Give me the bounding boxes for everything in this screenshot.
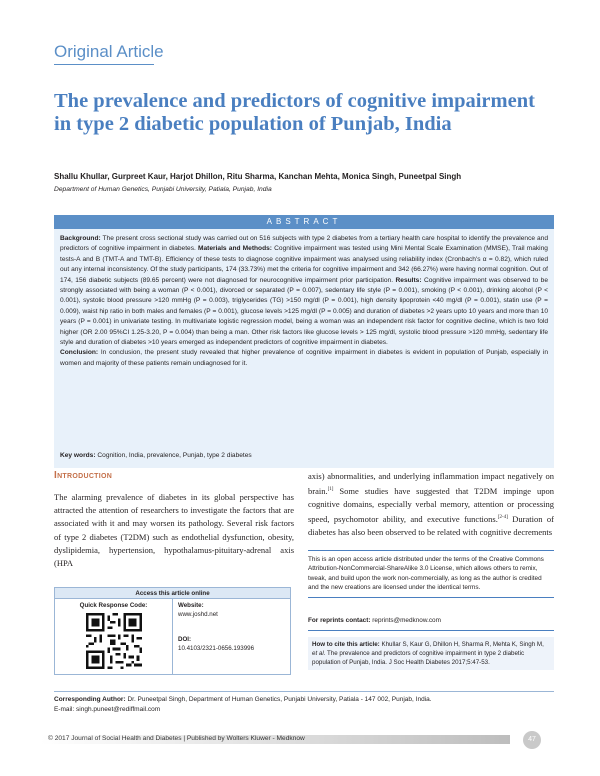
citation-text-b: The prevalence and predictors of cognitive impairment in type 2 diabetic population of Punjab, India. J Soc Health Diabetes 2017;5:47-53. <box>312 650 525 666</box>
doi-link[interactable]: 10.4103/2321-0656.193996 <box>178 644 255 652</box>
reprints-line <box>308 617 554 631</box>
footer-copyright: © 2017 Journal of Social Health and Diabetes | Published by Wolters Kluwer - Medknow <box>48 735 305 742</box>
open-access-notice: This is an open access article distributed under the terms of the Creative Commons Attribution-NonCommercial-ShareAlike 3.0 License, which allows others to remix, tweak, and build upon the work non-commercially, as long as the author is credited and the new creations are licensed under the identical terms. <box>308 550 554 598</box>
reference-1[interactable]: [1] <box>327 487 334 493</box>
correspondence-text: Dr. Puneetpal Singh, Department of Human Genetics, Punjabi University, Patiala - 147 002, Punjab, India. <box>127 696 432 703</box>
introduction-paragraph-left: The alarming prevalence of diabetes in its global perspective has attracted the attention of researchers to investigate the factors that are associated with it and may worsen its pathology. Several risk factors of type 2 diabetes (T2DM) such as endothelial dysfunction, obesity, dyslipidemia, hypertension, hypothalamus-pituitary-adrenal axis (HPA <box>54 492 294 569</box>
access-info <box>173 599 290 675</box>
citation-text-a: Khullar S, Kaur G, Dhillon H, Sharma R, Mehta K, Singh M, <box>381 641 544 648</box>
author-affiliation: Department of Human Genetics, Punjabi University, Patiala, Punjab, India <box>54 186 272 193</box>
results-text: Cognitive impairment was observed to be strongly associated with being a woman (P < 0.001), divorced or separated (P = 0.007), sedentary life style (P = 0.001), smoking (P < 0.001), drinking alcohol (P < 0.001), systolic blood pressure >120 mmHg (P = 0.003), triglycerides (TG) >150 mg/dl (P = 0.001), high density lipoprotein <40 mg/dl (P = 0.001), statin use (P = 0.009), waist hip ratio in both males and females (P = 0.001), glucose levels >125 mg/dl (P = 0.005) and duration of diabetes >2 years upto 10 years and more than 10 years (P = 0.001) in univariate testing. In multivariate logistic regression model, being a woman was an independent risk factor for cognitive decline, which is two fold higher (OR 2.00 95%CI 1.25-3.20, P = 0.004) than being a man. Other risk factors like glucose levels > 125 mg/dl, systolic blood pressure >120 mmHg, sedentary life style and duration of diabetes >10 years emerged as independent predictors of cognitive impairment in diabetes. <box>60 276 548 347</box>
right-column <box>308 470 554 540</box>
qr-label: Quick Response Code: <box>79 602 148 609</box>
left-column <box>54 470 294 570</box>
intro-right-b: Some studies have suggested that T2DM impinge upon cognitive domains, especially verbal memory, attention or processing speed, psychomotor ability, and executive functions. <box>308 486 554 525</box>
access-online-box <box>54 587 291 675</box>
intro-right-a: axis) abnormalities, and underlying inflammation impact negatively on brain. <box>308 471 554 497</box>
correspondence-label: Corresponding Author: <box>54 696 126 703</box>
citation-label: How to cite this article: <box>312 641 380 648</box>
page-footer <box>0 729 600 749</box>
reference-2-4[interactable]: [2-4] <box>497 515 508 521</box>
article-type-rule <box>54 64 154 65</box>
doi-label: DOI: <box>178 636 192 643</box>
abstract-body <box>54 229 554 369</box>
author-list: Shallu Khullar, Gurpreet Kaur, Harjot Dhillon, Ritu Sharma, Kanchan Mehta, Monica Singh, Puneetpal Singh <box>54 172 462 181</box>
citation-etal: et al. <box>312 650 326 657</box>
access-row <box>55 599 290 675</box>
introduction-paragraph-right <box>308 470 554 540</box>
keywords-label: Key words: <box>60 452 96 459</box>
correspondence-email[interactable]: E-mail: singh.puneet@rediffmail.com <box>54 706 161 713</box>
background-label: Background: <box>60 235 101 242</box>
correspondence <box>54 691 554 715</box>
citation-box <box>308 637 554 670</box>
article-title: The prevalence and predictors of cognitive impairment in type 2 diabetic population of Punjab, India <box>54 90 535 135</box>
keywords-text: Cognition, India, prevalence, Punjab, type 2 diabetes <box>97 452 252 459</box>
reprints-email[interactable]: reprints@medknow.com <box>372 617 441 624</box>
reprints-label: For reprints contact: <box>308 617 371 624</box>
conclusion-text: In conclusion, the present study revealed that higher prevalence of cognitive impairment in diabetes is evident in population of Punjab, especially in women and majority of these patients remain undiagnosed for it. <box>60 349 548 367</box>
intro-right-c: Duration of diabetes has also been observed to be related with cognitive decrements <box>308 514 554 538</box>
abstract-box <box>54 215 554 468</box>
abstract-header: ABSTRACT <box>54 215 554 229</box>
qr-code-icon[interactable] <box>86 613 142 669</box>
website-link[interactable]: www.joshd.net <box>178 610 218 618</box>
background-text: The present cross sectional study was carried out on 516 subjects with type 2 diabetes from a tertiary health care hospital to identify the prevalence and predictors of cognitive impairment in diabetes. <box>60 235 549 253</box>
conclusion-label: Conclusion: <box>60 349 99 357</box>
methods-text: Cognitive impairment was tested using Mini Mental Scale Examination (MMSE), Trail making tests-A and B (TMT-A and TMT-B). Efficiency of these tests to diagnose cognitive impairment was analysed using reliability index (Cronbach's α = 0.82), which ruled out any internal inconsistency. Of the study participants, 174 (33.73%) met the criteria for cognitive impairment and 342 (66.27%) were having normal cognition. Out of 174, 156 diabetic subjects (89.65 percent) were not diagnosed for neurocognitive impairment prior participation. <box>60 245 548 284</box>
website-label: Website: <box>178 602 204 609</box>
page-number: 47 <box>523 731 541 749</box>
results-label: Results: <box>395 276 422 284</box>
access-title: Access this article online <box>55 588 290 599</box>
methods-label: Materials and Methods: <box>198 245 272 253</box>
introduction-heading: Introduction <box>54 470 113 481</box>
keywords <box>60 452 252 459</box>
qr-cell <box>55 599 173 675</box>
article-type: Original Article <box>54 42 164 61</box>
